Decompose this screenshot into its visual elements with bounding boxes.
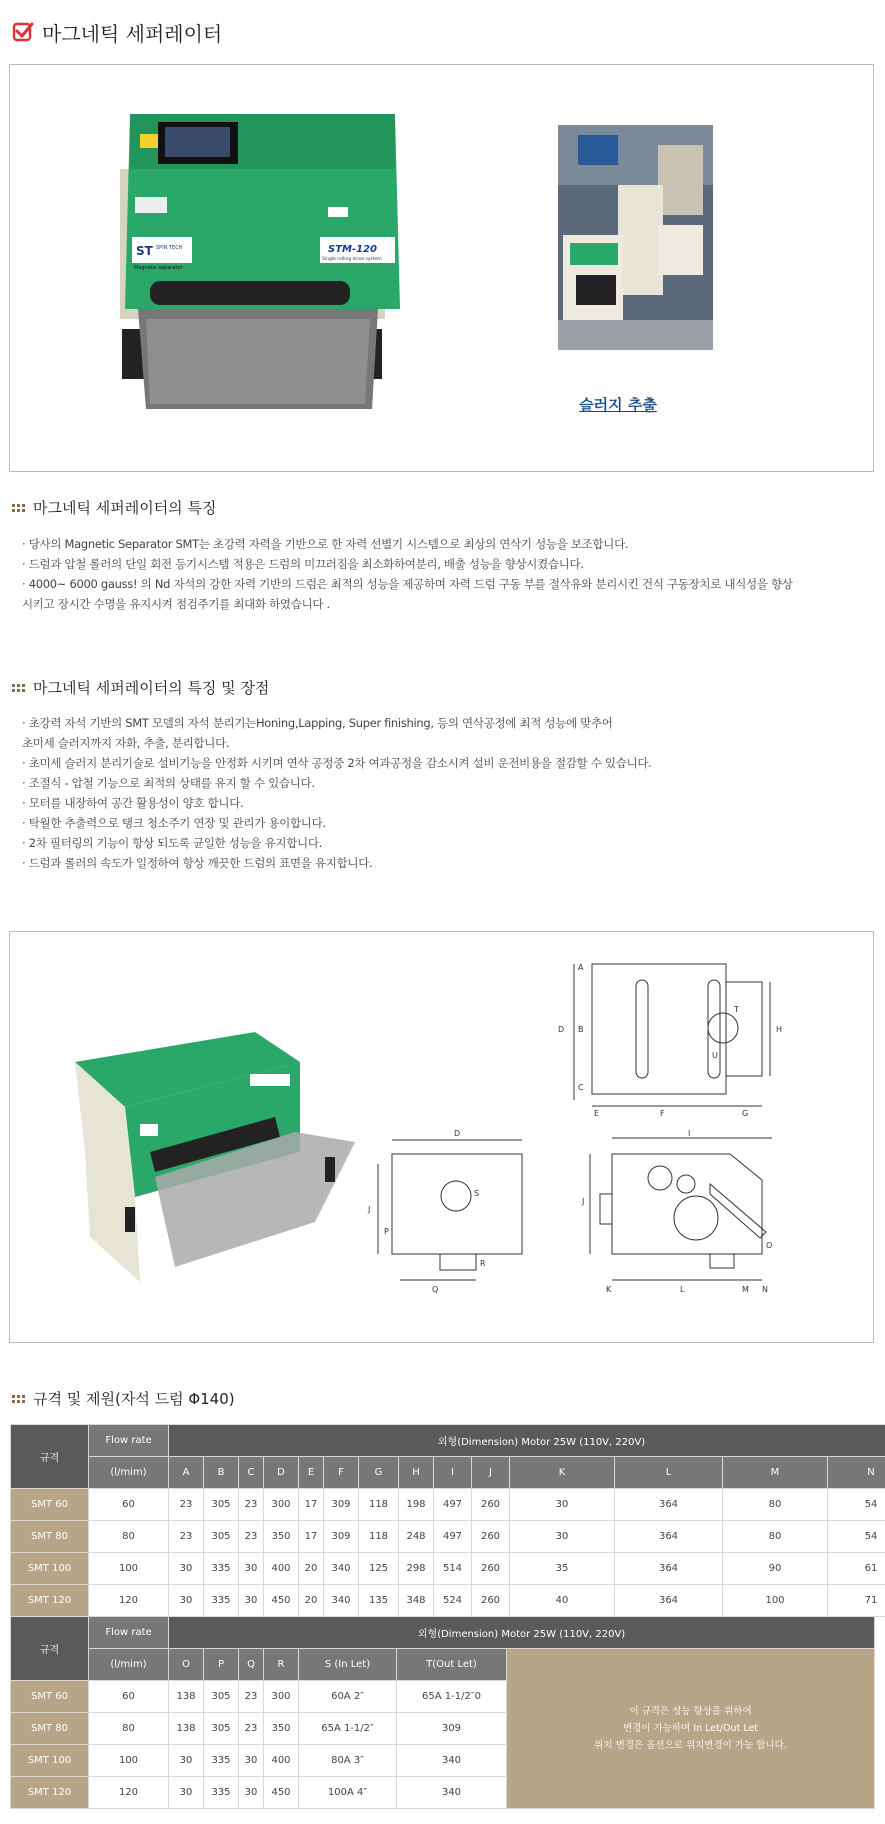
list-item: · 초강력 자석 기반의 SMT 모델의 자석 분리기는Honing,Lapping, Super finishing, 등의 연삭공정에 최적 성능에 맞추어 xyxy=(22,716,613,730)
features-heading-row xyxy=(12,497,216,518)
row-model: SMT 120 xyxy=(11,1585,89,1617)
cell: 118 xyxy=(359,1521,399,1553)
dim-letter-n: N xyxy=(762,1285,768,1294)
advantages-heading: 마그네틱 세퍼레이터의 특징 및 장점 xyxy=(33,679,270,697)
cell: 17 xyxy=(299,1521,324,1553)
col-i: I xyxy=(434,1457,472,1489)
cell: 100A 4″ xyxy=(299,1777,397,1809)
dim-letter-j2: J xyxy=(368,1205,371,1214)
col-g: G xyxy=(359,1457,399,1489)
col-n: N xyxy=(828,1457,885,1489)
cell: 35 xyxy=(510,1553,615,1585)
cell: 305 xyxy=(204,1681,239,1713)
features-list xyxy=(22,534,793,614)
cell: 497 xyxy=(434,1489,472,1521)
kind-label: Magnetic separator xyxy=(134,265,183,271)
cell: 300 xyxy=(264,1681,299,1713)
cell: 118 xyxy=(359,1489,399,1521)
cell: 340 xyxy=(324,1585,359,1617)
dim-letter-m: M xyxy=(742,1285,749,1294)
model-label: STM-120 xyxy=(328,244,377,255)
cell: 335 xyxy=(204,1745,239,1777)
cell: 135 xyxy=(359,1585,399,1617)
drawing-box xyxy=(9,931,874,1343)
cell: 23 xyxy=(169,1489,204,1521)
cell: 300 xyxy=(264,1489,299,1521)
cell: 100 xyxy=(723,1585,828,1617)
dim-letter-a: A xyxy=(578,963,584,972)
cell: 198 xyxy=(399,1489,434,1521)
cell: 400 xyxy=(264,1745,299,1777)
cell: 30 xyxy=(169,1553,204,1585)
cell: 30 xyxy=(510,1521,615,1553)
cell: 30 xyxy=(169,1585,204,1617)
table-row xyxy=(11,1489,885,1521)
cell: 400 xyxy=(264,1553,299,1585)
list-item: · 탁월한 추출력으로 탱크 청소주기 연장 및 관리가 용이합니다. xyxy=(22,816,326,830)
dim-letter-i: I xyxy=(688,1129,691,1138)
dim-letter-u: U xyxy=(712,1051,718,1060)
cell: 23 xyxy=(239,1681,264,1713)
table-row xyxy=(11,1521,885,1553)
photo-caption: 슬러지 추출 xyxy=(579,396,657,414)
list-item: · 2차 필터링의 기능이 항상 되도록 균일한 성능을 유지합니다. xyxy=(22,836,322,850)
features-heading: 마그네틱 세퍼레이터의 특징 xyxy=(33,499,217,517)
col-o: O xyxy=(169,1649,204,1681)
col-unit: (l/mim) xyxy=(89,1649,169,1681)
list-item: · 4000~ 6000 gauss! 의 Nd 자석의 강한 자력 기반의 드럼은 최적의 성능을 제공하며 자력 드럼 구동 부를 절삭유와 분리시킨 건식 구동장치로 내식성을 향상 xyxy=(22,577,793,591)
cell: 364 xyxy=(615,1521,723,1553)
page-title-row xyxy=(12,18,222,46)
note-line: 이 규격은 성능 향상을 위하여 xyxy=(629,1706,752,1717)
cell: 20 xyxy=(299,1585,324,1617)
cell: 23 xyxy=(239,1521,264,1553)
row-flow: 120 xyxy=(89,1585,169,1617)
cell: 54 xyxy=(828,1489,885,1521)
cell: 30 xyxy=(239,1585,264,1617)
row-model: SMT 80 xyxy=(11,1521,89,1553)
cell: 54 xyxy=(828,1521,885,1553)
cell: 17 xyxy=(299,1489,324,1521)
brand-label: SPIN TECH xyxy=(156,245,183,251)
dim-letter-b: B xyxy=(578,1025,584,1034)
cell: 364 xyxy=(615,1553,723,1585)
list-item: 초미세 슬러지까지 자화, 추출, 분리합니다. xyxy=(22,736,230,750)
dots-icon xyxy=(12,504,25,512)
dots-icon xyxy=(12,1395,25,1403)
check-icon xyxy=(12,21,34,43)
dim-letter-g: G xyxy=(742,1109,749,1118)
cell: 40 xyxy=(510,1585,615,1617)
row-flow: 100 xyxy=(89,1745,169,1777)
cell: 138 xyxy=(169,1713,204,1745)
dim-letter-p: P xyxy=(384,1227,389,1236)
row-flow: 100 xyxy=(89,1553,169,1585)
note-line: 위치 변경은 옵션으로 위치변경이 가능 합니다. xyxy=(594,1740,787,1751)
cell: 80 xyxy=(723,1521,828,1553)
row-flow: 60 xyxy=(89,1489,169,1521)
cell: 350 xyxy=(264,1713,299,1745)
cell: 30 xyxy=(239,1553,264,1585)
col-p: P xyxy=(204,1649,239,1681)
dim-letter-t: T xyxy=(734,1005,739,1014)
row-model: SMT 60 xyxy=(11,1681,89,1713)
cell: 30 xyxy=(169,1745,204,1777)
dim-letter-c: C xyxy=(578,1083,584,1092)
cell: 305 xyxy=(204,1713,239,1745)
cell: 309 xyxy=(324,1521,359,1553)
cell: 260 xyxy=(472,1553,510,1585)
cell: 61 xyxy=(828,1553,885,1585)
col-q: Q xyxy=(239,1649,264,1681)
cell: 340 xyxy=(324,1553,359,1585)
cell: 125 xyxy=(359,1553,399,1585)
dim-letter-q: Q xyxy=(432,1285,439,1294)
dim-letter-r: R xyxy=(480,1259,486,1268)
cell: 30 xyxy=(239,1745,264,1777)
technical-drawing xyxy=(350,932,870,1332)
row-model: SMT 60 xyxy=(11,1489,89,1521)
row-model: SMT 100 xyxy=(11,1553,89,1585)
dim-letter-d2: D xyxy=(454,1129,461,1138)
cell: 305 xyxy=(204,1521,239,1553)
row-flow: 120 xyxy=(89,1777,169,1809)
cell: 30 xyxy=(510,1489,615,1521)
col-model: 규격 xyxy=(11,1425,89,1489)
cell: 514 xyxy=(434,1553,472,1585)
col-f: F xyxy=(324,1457,359,1489)
subtitle-label: Single rolling drive system xyxy=(322,257,382,262)
installation-photo xyxy=(558,125,713,350)
row-model: SMT 120 xyxy=(11,1777,89,1809)
col-flow: Flow rate xyxy=(89,1617,169,1649)
cell: 524 xyxy=(434,1585,472,1617)
page-title: 마그네틱 세퍼레이터 xyxy=(42,21,223,46)
cell: 350 xyxy=(264,1521,299,1553)
cell: 23 xyxy=(169,1521,204,1553)
cell: 260 xyxy=(472,1585,510,1617)
cell: 90 xyxy=(723,1553,828,1585)
col-e: E xyxy=(299,1457,324,1489)
cell: 450 xyxy=(264,1777,299,1809)
row-flow: 80 xyxy=(89,1521,169,1553)
cell: 340 xyxy=(397,1745,507,1777)
list-item: · 드럼과 압철 롤러의 단일 회전 등기시스템 적용은 드럼의 미끄러짐을 최소화하여분리, 배출 성능을 향상시켰습니다. xyxy=(22,557,584,571)
dim-letter-o: O xyxy=(766,1241,773,1250)
col-s-inlet: S (In Let) xyxy=(299,1649,397,1681)
cell: 260 xyxy=(472,1489,510,1521)
cell: 497 xyxy=(434,1521,472,1553)
cell: 65A 1-1/2″0 xyxy=(397,1681,507,1713)
cell: 248 xyxy=(399,1521,434,1553)
cell: 30 xyxy=(239,1777,264,1809)
table-row xyxy=(11,1553,885,1585)
cell: 80A 3″ xyxy=(299,1745,397,1777)
cell: 23 xyxy=(239,1713,264,1745)
svg-text:ST: ST xyxy=(136,244,153,258)
col-k: K xyxy=(510,1457,615,1489)
col-flow: Flow rate xyxy=(89,1425,169,1457)
col-j: J xyxy=(472,1457,510,1489)
cell: 260 xyxy=(472,1521,510,1553)
cell: 30 xyxy=(169,1777,204,1809)
cell: 364 xyxy=(615,1585,723,1617)
list-item: · 조절식 - 압철 기능으로 최적의 상태를 유지 할 수 있습니다. xyxy=(22,776,315,790)
cell: 305 xyxy=(204,1489,239,1521)
cell: 335 xyxy=(204,1777,239,1809)
machine-photo xyxy=(110,109,410,429)
list-item: · 드럼과 롤러의 속도가 일정하여 항상 깨끗한 드럼의 표면을 유지합니다. xyxy=(22,856,373,870)
col-d: D xyxy=(264,1457,299,1489)
cell: 71 xyxy=(828,1585,885,1617)
product-photo-box xyxy=(9,64,874,472)
dim-letter-f: F xyxy=(660,1109,665,1118)
col-dimension: 외형(Dimension) Motor 25W (110V, 220V) xyxy=(169,1617,875,1649)
spec-table-1 xyxy=(10,1424,885,1617)
cell: 450 xyxy=(264,1585,299,1617)
col-h: H xyxy=(399,1457,434,1489)
advantages-heading-row xyxy=(12,677,269,698)
spec-note xyxy=(507,1649,875,1809)
cell: 309 xyxy=(397,1713,507,1745)
col-model: 규격 xyxy=(11,1617,89,1681)
spec-table-2 xyxy=(10,1616,875,1809)
cell: 65A 1-1/2″ xyxy=(299,1713,397,1745)
note-line: 변경이 가능하며 In Let/Out Let xyxy=(623,1723,759,1734)
spec-heading: 규격 및 제원(자석 드럼 Φ140) xyxy=(33,1390,235,1408)
cell: 60A 2″ xyxy=(299,1681,397,1713)
dots-icon xyxy=(12,684,25,692)
col-dimension: 외형(Dimension) Motor 25W (110V, 220V) xyxy=(169,1425,885,1457)
cell: 298 xyxy=(399,1553,434,1585)
cell: 20 xyxy=(299,1553,324,1585)
cell: 340 xyxy=(397,1777,507,1809)
list-item: · 모터를 내장하여 공간 활용성이 양호 합니다. xyxy=(22,796,244,810)
col-l: L xyxy=(615,1457,723,1489)
advantages-list xyxy=(22,713,651,873)
spec-heading-row xyxy=(12,1388,235,1409)
dim-letter-s: S xyxy=(474,1189,480,1198)
cell: 335 xyxy=(204,1585,239,1617)
row-model: SMT 100 xyxy=(11,1745,89,1777)
cell: 348 xyxy=(399,1585,434,1617)
col-unit: (l/mim) xyxy=(89,1457,169,1489)
col-b: B xyxy=(204,1457,239,1489)
list-item: · 당사의 Magnetic Separator SMT는 초강력 자력을 기반으로 한 자력 선별기 시스템으로 최상의 연삭기 성능을 보조합니다. xyxy=(22,537,629,551)
table-row xyxy=(11,1585,885,1617)
list-item: · 초미세 슬러지 분리기술로 설비기능을 안정화 시키며 연삭 공정중 2차 여과공정을 감소시켜 설비 운전비용을 절감할 수 있습니다. xyxy=(22,756,652,770)
dim-letter-e: E xyxy=(594,1109,600,1118)
col-c: C xyxy=(239,1457,264,1489)
dim-letter-j: J xyxy=(582,1197,585,1206)
cell: 364 xyxy=(615,1489,723,1521)
machine-perspective xyxy=(55,1022,355,1282)
dim-letter-h: H xyxy=(776,1025,783,1034)
cell: 309 xyxy=(324,1489,359,1521)
dim-letter-l: L xyxy=(680,1285,685,1294)
col-m: M xyxy=(723,1457,828,1489)
dim-letter-d: D xyxy=(558,1025,565,1034)
col-a: A xyxy=(169,1457,204,1489)
row-flow: 80 xyxy=(89,1713,169,1745)
cell: 80 xyxy=(723,1489,828,1521)
row-flow: 60 xyxy=(89,1681,169,1713)
dim-letter-k: K xyxy=(606,1285,612,1294)
row-model: SMT 80 xyxy=(11,1713,89,1745)
cell: 335 xyxy=(204,1553,239,1585)
col-t-outlet: T(Out Let) xyxy=(397,1649,507,1681)
cell: 23 xyxy=(239,1489,264,1521)
list-item: 시키고 장시간 수명을 유지시켜 점검주기를 최대화 하였습니다 . xyxy=(22,597,330,611)
cell: 138 xyxy=(169,1681,204,1713)
col-r: R xyxy=(264,1649,299,1681)
